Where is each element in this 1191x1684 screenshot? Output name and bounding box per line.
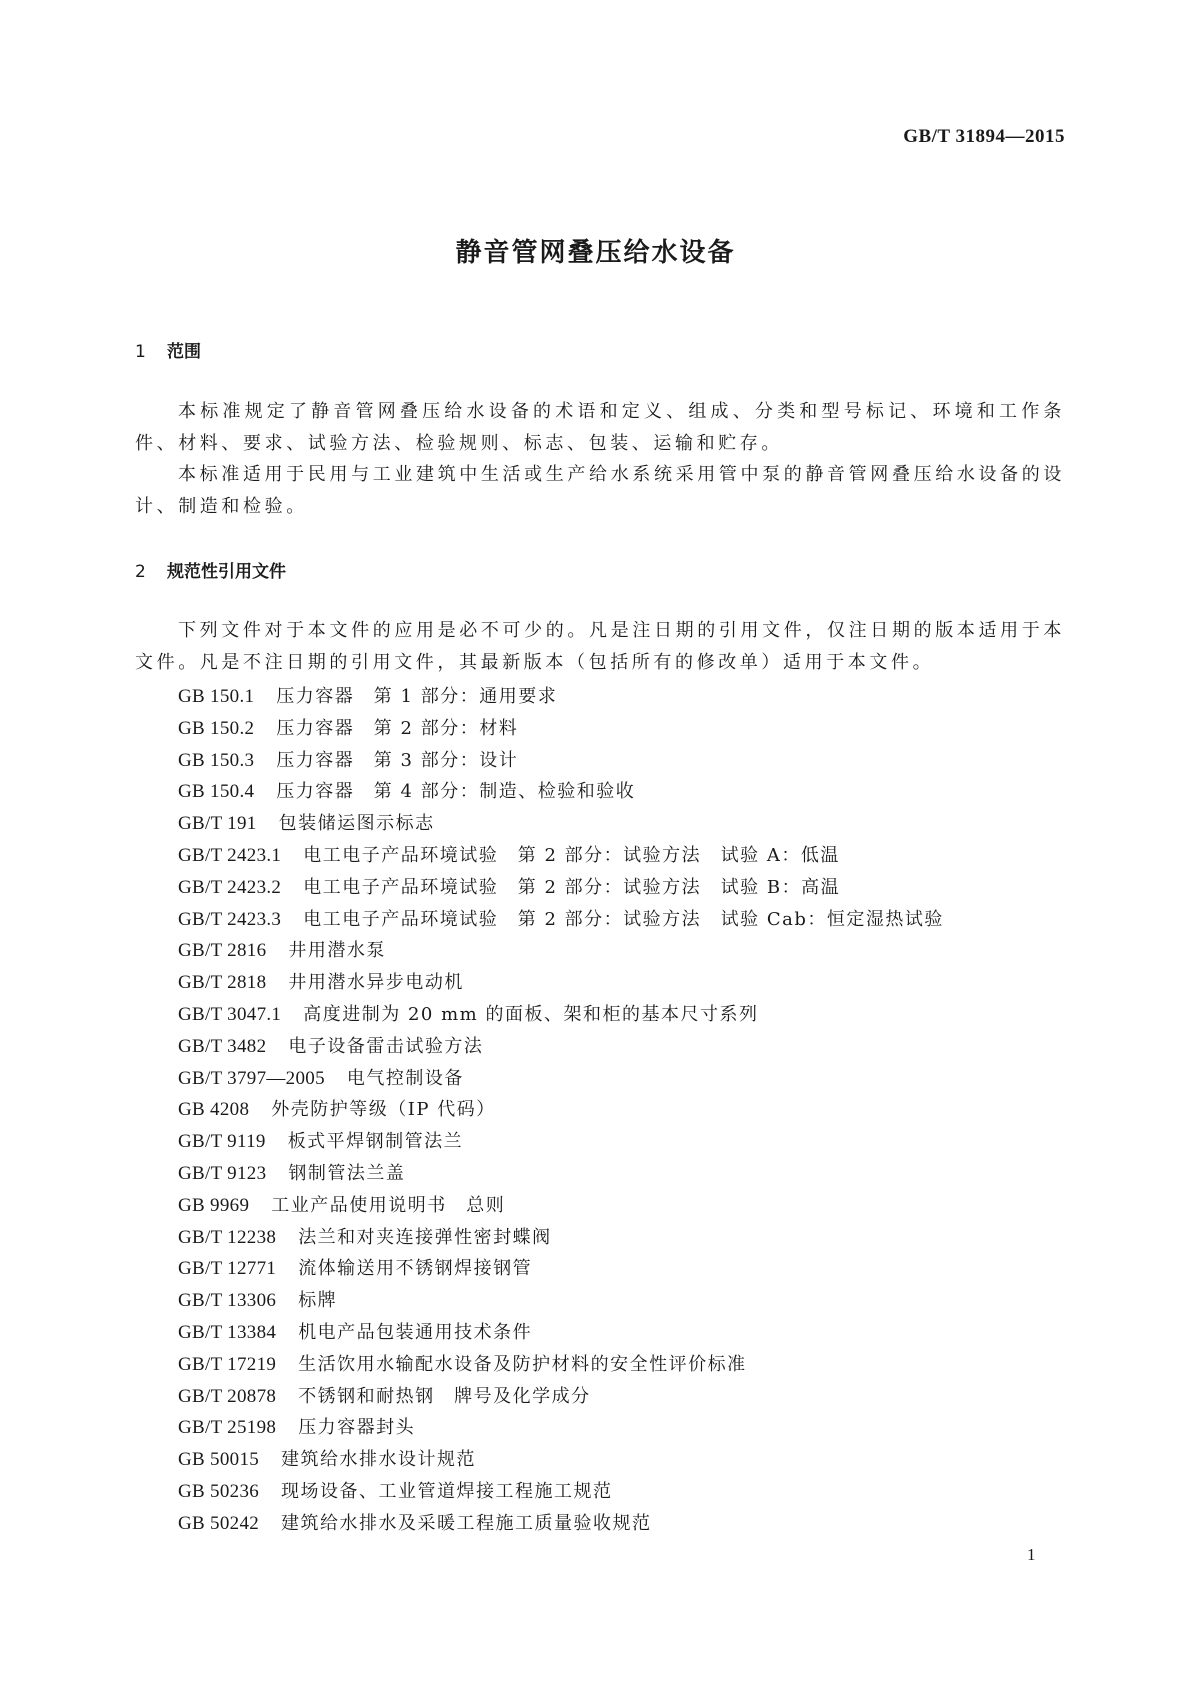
reference-item <box>178 776 944 808</box>
reference-title: 井用潜水异步电动机 <box>288 972 464 994</box>
reference-code: GB/T 12238 <box>178 1226 277 1248</box>
reference-item <box>178 745 944 777</box>
reference-code: GB 50236 <box>178 1480 260 1502</box>
reference-item <box>178 872 944 904</box>
reference-title: 电气控制设备 <box>346 1067 464 1089</box>
reference-title: 压力容器封头 <box>298 1417 416 1439</box>
section-title: 规范性引用文件 <box>167 562 286 582</box>
reference-item <box>178 713 944 745</box>
reference-code: GB/T 13384 <box>178 1321 277 1343</box>
reference-item <box>178 1094 944 1126</box>
reference-code: GB/T 9123 <box>178 1162 267 1184</box>
reference-title: 电子设备雷击试验方法 <box>288 1035 484 1057</box>
reference-title: 生活饮用水输配水设备及防护材料的安全性评价标准 <box>298 1353 747 1375</box>
page-number: 1 <box>1027 1545 1036 1564</box>
reference-title: 现场设备、工业管道焊接工程施工规范 <box>281 1480 613 1502</box>
reference-title: 板式平焊钢制管法兰 <box>287 1131 464 1153</box>
reference-code: GB/T 25198 <box>178 1417 277 1439</box>
scope-paragraph-1: 本标准规定了静音管网叠压给水设备的术语和定义、组成、分类和型号标记、环境和工作条件、材料、要求、试验方法、检验规则、标志、包装、运输和贮存。 <box>135 401 1065 454</box>
section-title: 范围 <box>167 342 201 362</box>
reference-title: 压力容器 第 1 部分：通用要求 <box>276 686 558 707</box>
reference-item <box>178 840 944 872</box>
reference-code: GB/T 2818 <box>178 972 267 994</box>
reference-title: 法兰和对夹连接弹性密封蝶阀 <box>298 1226 552 1248</box>
standard-number: GB/T 31894—2015 <box>903 126 1065 147</box>
section-number: 2 <box>135 562 146 582</box>
reference-title: 机电产品包装通用技术条件 <box>298 1321 533 1343</box>
reference-item <box>178 1444 944 1476</box>
reference-code: GB/T 2423.2 <box>178 876 282 898</box>
reference-item <box>178 1063 944 1095</box>
reference-title: 包装储运图示标志 <box>278 813 435 835</box>
reference-code: GB/T 9119 <box>178 1131 266 1153</box>
document-title: 静音管网叠压给水设备 <box>455 238 736 268</box>
reference-title: 电工电子产品环境试验 第 2 部分：试验方法 试验 Cab：恒定湿热试验 <box>303 908 944 930</box>
reference-item <box>178 1126 944 1158</box>
section-heading-scope <box>135 337 201 362</box>
reference-item <box>178 1508 944 1540</box>
reference-item <box>178 904 944 936</box>
reference-list <box>178 681 944 1540</box>
reference-title: 高度进制为 20 mm 的面板、架和柜的基本尺寸系列 <box>303 1003 759 1025</box>
reference-item <box>178 808 944 840</box>
reference-code: GB/T 12771 <box>178 1258 277 1280</box>
reference-title: 井用潜水泵 <box>288 940 386 962</box>
reference-code: GB 50015 <box>178 1449 260 1471</box>
reference-item <box>178 1031 944 1063</box>
reference-title: 建筑给水排水设计规范 <box>281 1449 477 1471</box>
reference-item <box>178 1476 944 1508</box>
reference-code: GB 50242 <box>178 1512 260 1534</box>
reference-item <box>178 1190 944 1222</box>
reference-item <box>178 999 944 1031</box>
reference-code: GB/T 3482 <box>178 1035 267 1057</box>
reference-code: GB/T 2423.1 <box>178 844 282 866</box>
reference-item <box>178 1253 944 1285</box>
reference-code: GB/T 3047.1 <box>178 1003 282 1025</box>
reference-code: GB/T 2423.3 <box>178 908 282 930</box>
reference-code: GB/T 17219 <box>178 1353 277 1375</box>
scope-paragraph-2: 本标准适用于民用与工业建筑中生活或生产给水系统采用管中泵的静音管网叠压给水设备的设计、制造和检验。 <box>135 464 1065 517</box>
reference-item <box>178 1222 944 1254</box>
reference-title: 建筑给水排水及采暖工程施工质量验收规范 <box>281 1512 652 1534</box>
reference-title: 不锈钢和耐热钢 牌号及化学成分 <box>298 1385 591 1407</box>
reference-code: GB 4208 <box>178 1099 250 1121</box>
reference-title: 压力容器 第 2 部分：材料 <box>276 717 519 739</box>
reference-code: GB/T 2816 <box>178 940 267 962</box>
reference-title: 压力容器 第 4 部分：制造、检验和验收 <box>276 781 636 803</box>
references-intro-paragraph: 下列文件对于本文件的应用是必不可少的。凡是注日期的引用文件，仅注日期的版本适用于本文件。凡是不注日期的引用文件，其最新版本（包括所有的修改单）适用于本文件。 <box>135 620 1065 673</box>
reference-title: 工业产品使用说明书 总则 <box>271 1194 506 1216</box>
reference-item <box>178 681 944 713</box>
reference-code: GB 150.3 <box>178 749 255 771</box>
reference-item <box>178 1285 944 1317</box>
reference-item <box>178 935 944 967</box>
reference-item <box>178 1381 944 1413</box>
reference-title: 电工电子产品环境试验 第 2 部分：试验方法 试验 B：高温 <box>303 876 841 898</box>
reference-title: 压力容器 第 3 部分：设计 <box>276 749 519 771</box>
reference-item <box>178 967 944 999</box>
reference-item <box>178 1412 944 1444</box>
reference-item <box>178 1349 944 1381</box>
reference-title: 钢制管法兰盖 <box>288 1162 406 1184</box>
reference-code: GB/T 191 <box>178 813 257 835</box>
reference-title: 标牌 <box>298 1290 338 1312</box>
reference-title: 流体输送用不锈钢焊接钢管 <box>298 1258 533 1280</box>
reference-code: GB 150.1 <box>178 686 255 707</box>
section-heading-normative-references <box>135 557 286 582</box>
reference-code: GB/T 20878 <box>178 1385 277 1407</box>
reference-title: 电工电子产品环境试验 第 2 部分：试验方法 试验 A：低温 <box>303 844 840 866</box>
reference-code: GB 150.2 <box>178 717 255 739</box>
reference-item <box>178 1317 944 1349</box>
reference-item <box>178 1158 944 1190</box>
reference-code: GB 150.4 <box>178 781 255 803</box>
reference-code: GB/T 13306 <box>178 1290 277 1312</box>
reference-code: GB/T 3797—2005 <box>178 1067 325 1089</box>
reference-title: 外壳防护等级（IP 代码） <box>271 1099 496 1121</box>
reference-code: GB 9969 <box>178 1194 250 1216</box>
section-number: 1 <box>135 342 146 362</box>
